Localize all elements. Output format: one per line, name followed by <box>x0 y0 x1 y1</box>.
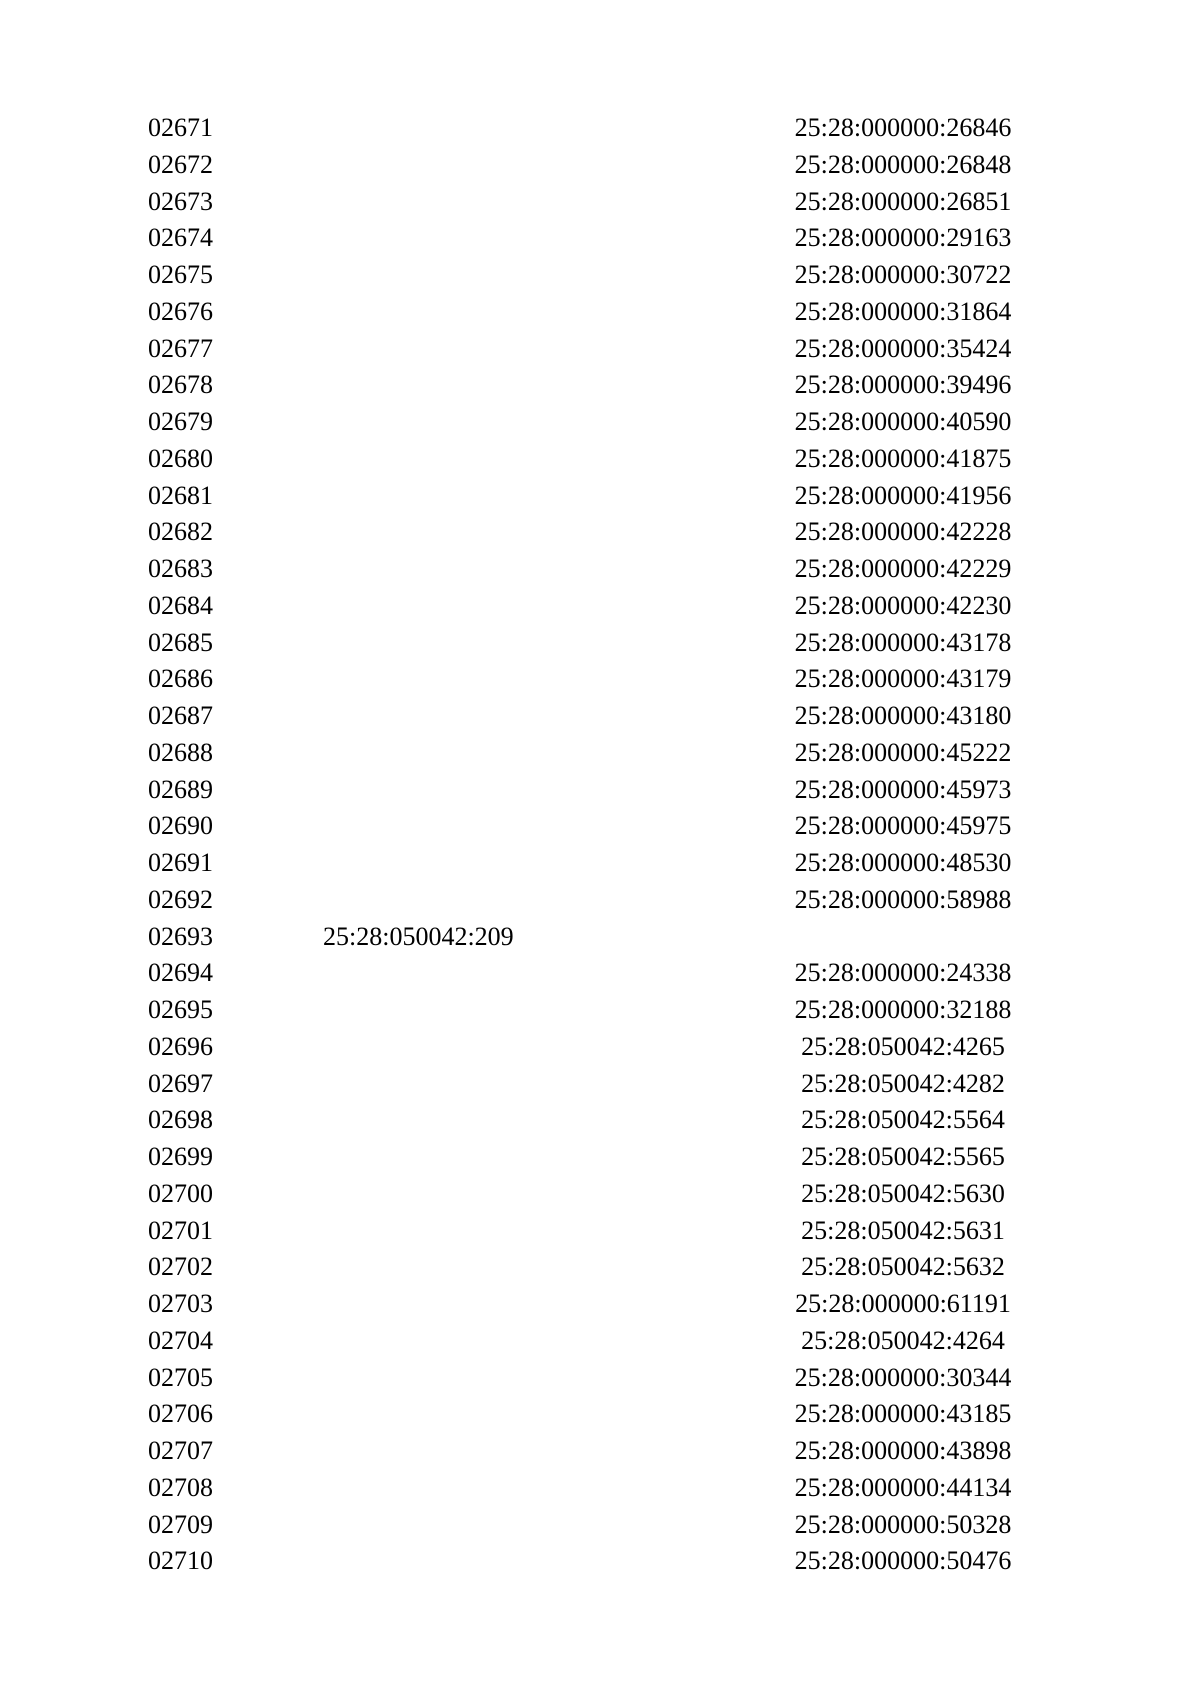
cadastral-number: 25:28:050042:5632 <box>801 1252 1005 1282</box>
row-number: 02685 <box>148 627 213 657</box>
row-number: 02672 <box>148 149 213 179</box>
table-row <box>148 1470 1012 1507</box>
row-number: 02677 <box>148 333 213 363</box>
cadastral-number: 25:28:000000:61191 <box>795 1289 1011 1318</box>
table-row <box>148 1433 1012 1470</box>
cadastral-number: 25:28:000000:42230 <box>794 590 1012 620</box>
table-row <box>148 514 1012 551</box>
table-row <box>148 1029 1005 1066</box>
cadastral-number: 25:28:050042:4265 <box>801 1031 1005 1061</box>
table-row <box>148 367 1012 404</box>
cadastral-number: 25:28:000000:48530 <box>794 848 1012 877</box>
cadastral-number: 25:28:000000:26848 <box>794 149 1012 179</box>
table-row <box>148 1323 1005 1360</box>
row-number: 02701 <box>148 1215 213 1245</box>
cadastral-number: 25:28:000000:44134 <box>794 1472 1012 1502</box>
row-number: 02684 <box>148 590 213 620</box>
cadastral-number: 25:28:050042:5564 <box>801 1105 1005 1135</box>
cadastral-number: 25:28:000000:24338 <box>794 958 1012 988</box>
row-number: 02673 <box>148 186 213 216</box>
cadastral-number: 25:28:000000:30722 <box>794 260 1012 289</box>
table-row <box>148 1396 1012 1433</box>
table-row <box>148 1066 1005 1103</box>
table-row <box>148 147 1012 184</box>
table-row <box>148 955 1012 992</box>
row-number: 02680 <box>148 443 213 473</box>
cadastral-number: 25:28:000000:26846 <box>794 113 1012 142</box>
table-row <box>148 441 1012 478</box>
table-row <box>148 478 1012 515</box>
row-number: 02690 <box>148 811 213 841</box>
cadastral-number: 25:28:000000:39496 <box>794 370 1012 400</box>
cadastral-number: 25:28:000000:31864 <box>794 296 1012 326</box>
table-row <box>148 1102 1005 1139</box>
row-number: 02676 <box>148 296 213 326</box>
row-number: 02695 <box>148 995 213 1024</box>
table-row <box>148 808 1012 845</box>
cadastral-number: 25:28:000000:40590 <box>794 407 1012 436</box>
row-number: 02699 <box>148 1142 213 1171</box>
cadastral-number: 25:28:000000:50328 <box>794 1509 1012 1539</box>
table-row <box>148 1286 1011 1323</box>
cadastral-number: 25:28:050042:5630 <box>801 1178 1005 1208</box>
row-number: 02678 <box>148 370 213 400</box>
row-number: 02674 <box>148 223 213 253</box>
table-row <box>148 772 1012 809</box>
table-row <box>148 294 1012 331</box>
table-row <box>148 1249 1005 1286</box>
cadastral-number: 25:28:000000:32188 <box>794 995 1012 1024</box>
table-row <box>148 625 1012 662</box>
table-row <box>148 882 1012 919</box>
row-number: 02705 <box>148 1362 213 1392</box>
cadastral-number: 25:28:000000:43185 <box>794 1399 1012 1429</box>
row-number: 02706 <box>148 1399 213 1429</box>
row-number: 02687 <box>148 701 213 730</box>
row-number: 02691 <box>148 848 213 877</box>
row-number: 02694 <box>148 958 213 988</box>
row-number: 02692 <box>148 884 213 914</box>
cadastral-number: 25:28:000000:30344 <box>794 1362 1012 1392</box>
row-number: 02696 <box>148 1031 213 1061</box>
cadastral-number: 25:28:000000:43180 <box>794 701 1012 730</box>
row-number: 02688 <box>148 737 213 767</box>
table-row <box>148 1176 1005 1213</box>
table-row <box>148 184 1012 221</box>
row-number: 02681 <box>148 480 213 510</box>
row-number: 02703 <box>148 1289 213 1318</box>
cadastral-number-secondary: 25:28:050042:209 <box>323 921 514 951</box>
table-row <box>148 1543 1012 1580</box>
cadastral-number: 25:28:000000:45222 <box>794 737 1012 767</box>
table-row <box>148 1360 1012 1397</box>
table-row <box>148 257 1012 294</box>
row-number: 02683 <box>148 554 213 583</box>
cadastral-number: 25:28:000000:41875 <box>794 443 1012 473</box>
cadastral-number: 25:28:000000:45973 <box>794 774 1012 804</box>
row-number: 02686 <box>148 664 213 694</box>
cadastral-number-list <box>148 110 1012 1580</box>
table-row <box>148 331 1012 368</box>
table-row <box>148 992 1012 1029</box>
table-row <box>148 220 1012 257</box>
cadastral-number: 25:28:000000:43178 <box>794 627 1012 657</box>
row-number: 02707 <box>148 1436 213 1465</box>
cadastral-number: 25:28:000000:35424 <box>794 333 1012 363</box>
cadastral-number: 25:28:000000:43898 <box>794 1436 1012 1465</box>
cadastral-number: 25:28:000000:50476 <box>794 1546 1012 1576</box>
row-number: 02675 <box>148 260 213 289</box>
row-number: 02682 <box>148 517 213 547</box>
row-number: 02704 <box>148 1325 213 1355</box>
cadastral-number: 25:28:000000:29163 <box>794 223 1012 253</box>
table-row <box>148 588 1012 625</box>
row-number: 02693 <box>148 921 213 951</box>
table-row <box>148 1213 1005 1250</box>
cadastral-number: 25:28:000000:41956 <box>794 480 1012 510</box>
row-number: 02710 <box>148 1546 213 1576</box>
row-number: 02702 <box>148 1252 213 1282</box>
cadastral-number: 25:28:000000:42229 <box>794 554 1012 583</box>
row-number: 02708 <box>148 1472 213 1502</box>
cadastral-number: 25:28:050042:4282 <box>801 1068 1005 1098</box>
cadastral-number: 25:28:000000:43179 <box>794 664 1012 694</box>
row-number: 02700 <box>148 1178 213 1208</box>
cadastral-number: 25:28:000000:26851 <box>794 186 1012 216</box>
row-number: 02671 <box>148 113 213 142</box>
row-number: 02697 <box>148 1068 213 1098</box>
table-row <box>148 661 1012 698</box>
table-row <box>148 919 958 956</box>
row-number: 02689 <box>148 774 213 804</box>
cadastral-number: 25:28:000000:45975 <box>794 811 1012 841</box>
table-row <box>148 1139 1005 1176</box>
cadastral-number: 25:28:050042:4264 <box>801 1325 1005 1355</box>
table-row <box>148 698 1012 735</box>
cadastral-number: 25:28:050042:5565 <box>801 1142 1005 1171</box>
cadastral-number: 25:28:000000:58988 <box>794 884 1012 914</box>
row-number: 02698 <box>148 1105 213 1135</box>
cadastral-number: 25:28:000000:42228 <box>794 517 1012 547</box>
table-row <box>148 735 1012 772</box>
row-number: 02679 <box>148 407 213 436</box>
table-row <box>148 110 1012 147</box>
table-row <box>148 845 1012 882</box>
cadastral-number: 25:28:050042:5631 <box>801 1215 1005 1245</box>
table-row <box>148 404 1012 441</box>
row-number: 02709 <box>148 1509 213 1539</box>
table-row <box>148 551 1012 588</box>
table-row <box>148 1507 1012 1544</box>
